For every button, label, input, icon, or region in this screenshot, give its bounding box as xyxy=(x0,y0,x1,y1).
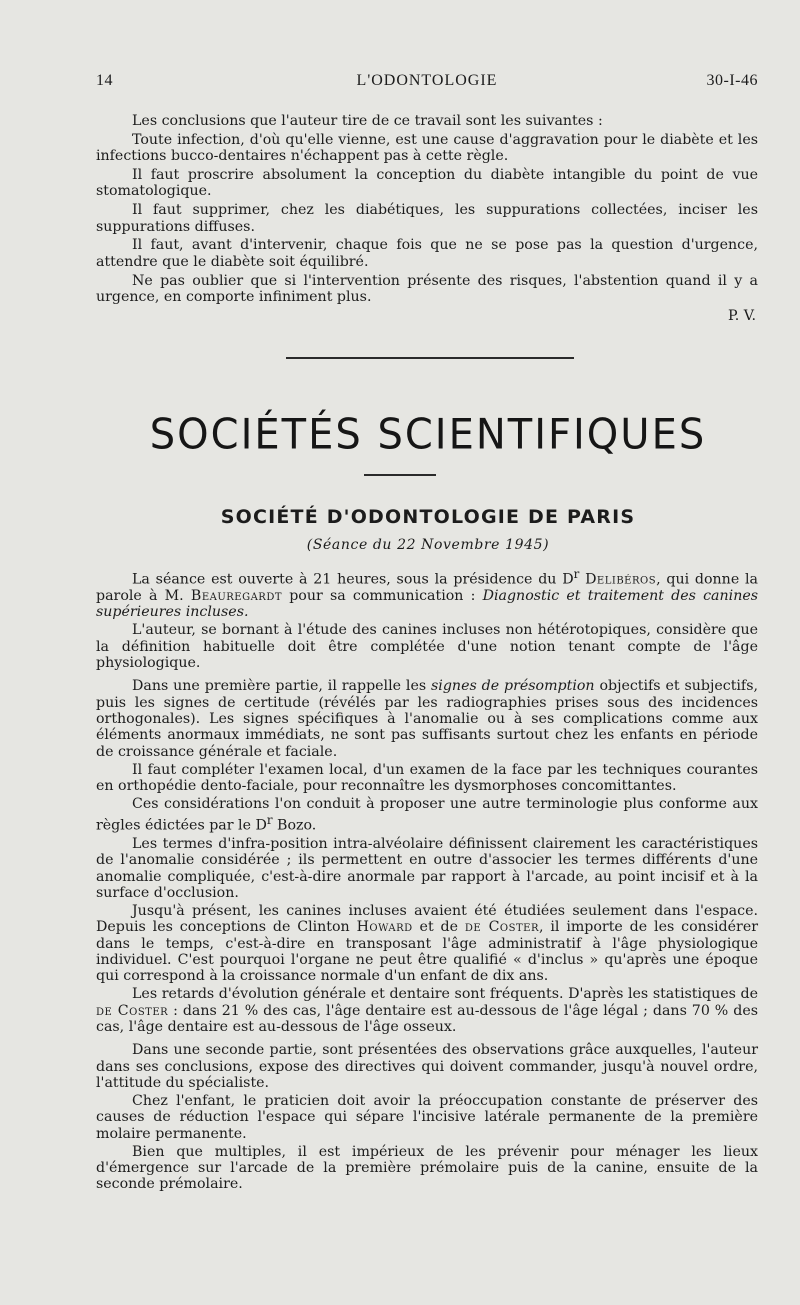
society-heading: SOCIÉTÉ D'ODONTOLOGIE DE PARIS xyxy=(220,506,636,528)
paragraph: Ne pas oublier que si l'intervention présente des risques, l'abstention quand il y a urgence, en comporte infiniment plus. xyxy=(96,272,758,305)
paragraph: Il faut, avant d'intervenir, chaque fois que ne se pose pas la question d'urgence, attendre que le diabète soit équilibré. xyxy=(96,237,758,270)
paragraph: Les termes d'infra-position intra-alvéolaire définissent clairement les caractéristiques de l'anomalie considérée ; ils permettent en outre d'associer les termes différents d'une anomalie compliquée, c'est-à-dire anormale par rapport à l'arcade, au point incisif et à la surface d'occlusion. xyxy=(96,836,758,901)
person-name: de Coster xyxy=(464,919,539,936)
session-date: (Séance du 22 Novembre 1945) xyxy=(306,537,550,553)
running-header xyxy=(96,72,758,92)
page-number: 14 xyxy=(96,72,113,89)
paragraph: Il faut supprimer, chez les diabétiques, les suppurations collectées, inciser les suppurations diffuses. xyxy=(96,202,758,235)
title-divider xyxy=(364,474,436,476)
paragraph: Chez l'enfant, le praticien doit avoir la préoccupation constante de préserver des causes de réduction l'espace qui sépare l'incisive latérale permanente de la première molaire permanente. xyxy=(96,1092,758,1142)
paragraph: Bien que multiples, il est impérieux de les prévenir pour ménager les lieux d'émergence sur l'arcade de la première prémolaire puis de la canine, ensuite de la seconde prémolaire. xyxy=(96,1143,758,1193)
person-name: Delibéros xyxy=(585,571,657,588)
section-divider xyxy=(286,357,574,359)
paragraph: Les conclusions que l'auteur tire de ce travail sont les suivantes : xyxy=(132,113,603,129)
journal-title: L'ODONTOLOGIE xyxy=(356,72,498,89)
paragraph: Jusqu'à présent, les canines incluses avaient été étudiées seulement dans l'espace. Depuis les conceptions de Clinton Howard et de de Coster, il importe de les considérer dans le temps, c'est-à-dire en transposant l'âge administratif à l'âge physiologique individuel. C'est pourquoi l'organe ne peut être qualifié « d'inclus » qu'après une époque qui correspond à la croissance normale d'un enfant de dix ans. xyxy=(96,903,758,985)
author-signature: P. V. xyxy=(728,307,756,324)
issue-date: 30-I-46 xyxy=(706,72,758,89)
paragraph: Dans une première partie, il rappelle les signes de présomption objectifs et subjectifs, puis les signes de certitude (révélés par les radiographies prises sous des incidences orthogonales). Les signes spécifiques à l'anomalie ou à ses complications comme aux éléments anormaux immédiats, ne sont pas suffisants surtout chez les enfants en période de croissance générale et faciale. xyxy=(96,678,758,760)
paragraph: La séance est ouverte à 21 heures, sous la présidence du $D^r$ Delibéros, qui donne la parole à M. Beauregardt pour sa communication : Diagnostic et traitement des canines supérieures incluses. xyxy=(96,567,759,621)
person-name: de Coster xyxy=(96,1002,169,1019)
session-report xyxy=(96,566,758,1194)
person-name: Howard xyxy=(356,919,413,936)
paragraph: Dans une seconde partie, sont présentées des observations grâce auxquelles, l'auteur dans ses conclusions, expose des directives qui doivent commander, jusqu'à nouvel ordre, l'attitude du spécialiste. xyxy=(96,1042,758,1091)
person-name: Beauregardt xyxy=(190,588,283,605)
paragraph: Ces considérations l'on conduit à proposer une autre terminologie plus conforme aux règles édictées par le $D^r$ Bozo. xyxy=(96,795,758,835)
section-title: SOCIÉTÉS SCIENTIFIQUES xyxy=(149,410,707,460)
communication-title: Diagnostic et traitement des canines supérieures incluses. xyxy=(96,588,759,621)
paragraph: Les retards d'évolution générale et dentaire sont fréquents. D'après les statistiques de de Coster : dans 21 % des cas, l'âge dentaire est au-dessous de l'âge légal ; dans 70 % des cas, l'âge dentaire est au-dessous de l'âge osseux. xyxy=(96,986,758,1035)
previous-article-conclusion xyxy=(96,113,758,324)
paragraph: L'auteur, se bornant à l'étude des canines incluses non hétérotopiques, considère que la définition habituelle doit être complétée d'une notion tenant compte de l'âge physiologique. xyxy=(96,622,758,672)
paragraph: Il faut proscrire absolument la conception du diabète intangible du point de vue stomatologique. xyxy=(96,167,758,200)
paragraph: Toute infection, d'où qu'elle vienne, est une cause d'aggravation pour le diabète et les infections bucco-dentaires n'échappent pas à cette règle. xyxy=(96,131,758,165)
paragraph: Il faut compléter l'examen local, d'un examen de la face par les techniques courantes en orthopédie dento-faciale, pour reconnaître les dysmorphoses concomittantes. xyxy=(96,761,758,794)
